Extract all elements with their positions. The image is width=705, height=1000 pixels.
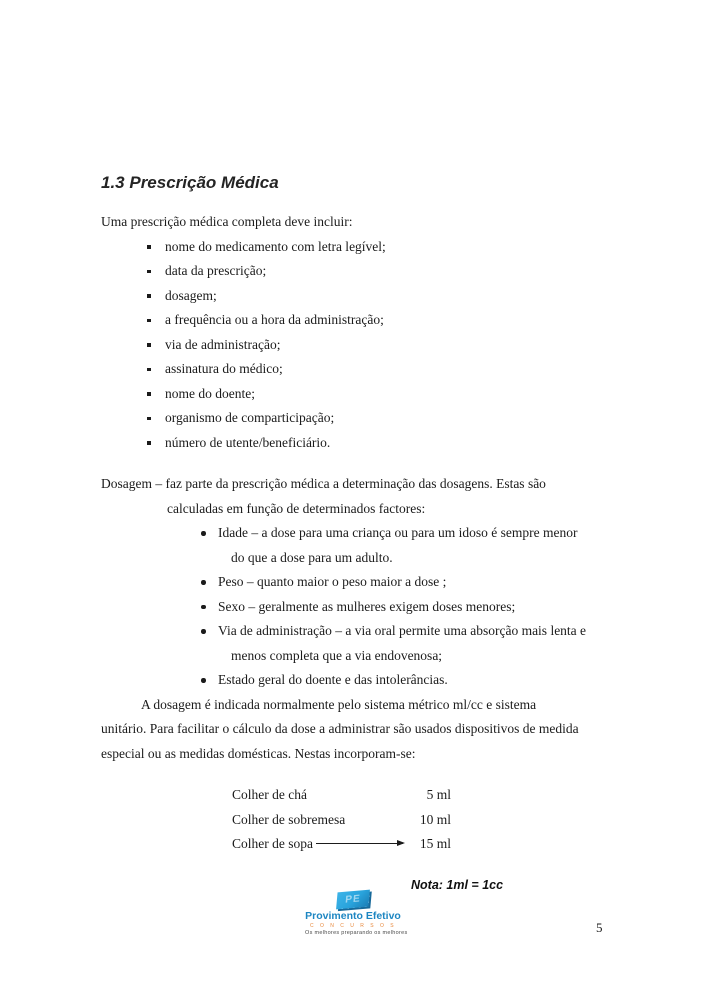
note-text: Nota: 1ml = 1cc (411, 877, 504, 892)
checklist-item: número de utente/beneficiário. (101, 431, 607, 456)
paragraph-line: especial ou as medidas domésticas. Nestas incorporam-se: (101, 745, 416, 761)
prescription-checklist (101, 235, 607, 456)
factor-line: Peso – quanto maior o peso maior a dose ; (218, 574, 447, 589)
factor-item (101, 668, 607, 693)
logo-name: Provimento Efetivo (305, 910, 401, 922)
provimento-efetivo-logo (305, 891, 408, 936)
factor-item (101, 595, 607, 620)
document-content (101, 171, 607, 893)
checklist-item: nome do doente; (101, 382, 607, 407)
factor-line: Via de administração – a via oral permite uma absorção mais lenta e (218, 623, 587, 638)
checklist-item: nome do medicamento com letra legível; (101, 235, 607, 260)
factor-item (101, 521, 607, 570)
dosage-system-paragraph (101, 693, 607, 767)
logo-tagline: Os melhores preparando os melhores (305, 929, 408, 936)
measure-label: Colher de chá (232, 787, 307, 802)
factor-item (101, 570, 607, 595)
factor-item (101, 619, 607, 668)
dosage-factors-list (101, 521, 607, 693)
measure-value: 15 ml (419, 836, 451, 851)
factor-line: menos completa que a via endovenosa; (231, 647, 443, 663)
right-arrow-icon (316, 843, 403, 844)
measure-row (232, 808, 451, 833)
checklist-item: data da prescrição; (101, 259, 607, 284)
dosage-paragraph (101, 472, 607, 521)
logo-subtitle: C O N C U R S O S (309, 922, 397, 929)
logo-cube-icon (336, 890, 370, 910)
dosage-line: calculadas em função de determinados factores: (167, 500, 426, 516)
checklist-item: a frequência ou a hora da administração; (101, 308, 607, 333)
factor-line: Sexo – geralmente as mulheres exigem doses menores; (218, 598, 516, 614)
checklist-item: organismo de comparticipação; (101, 406, 607, 431)
section-heading: 1.3 Prescrição Médica (101, 173, 279, 192)
logo-icon-letters: PE (344, 892, 362, 906)
checklist-item: via de administração; (101, 333, 607, 358)
dosage-line: Dosagem – faz parte da prescrição médica a determinação das dosagens. Estas são (101, 476, 546, 491)
paragraph-line: A dosagem é indicada normalmente pelo sistema métrico ml/cc e sistema (141, 696, 537, 712)
factor-line: Idade – a dose para uma criança ou para um idoso é sempre menor (218, 525, 578, 540)
checklist-item: assinatura do médico; (101, 357, 607, 382)
factor-line: Estado geral do doente e das intolerâncias. (218, 672, 448, 687)
spoon-measures-table (232, 783, 451, 857)
measure-value: 10 ml (419, 811, 451, 827)
measure-label: Colher de sobremesa (232, 811, 346, 827)
measure-row (232, 832, 451, 857)
measure-row (232, 783, 451, 808)
intro-paragraph: Uma prescrição médica completa deve incluir: (101, 214, 353, 229)
paragraph-line: unitário. Para facilitar o cálculo da dose a administrar são usados dispositivos de medida (101, 721, 579, 736)
checklist-item: dosagem; (101, 284, 607, 309)
factor-line: do que a dose para um adulto. (231, 549, 393, 565)
page-number: 5 (596, 920, 603, 935)
measure-value: 5 ml (426, 787, 451, 802)
measure-label: Colher de sopa (232, 836, 313, 851)
